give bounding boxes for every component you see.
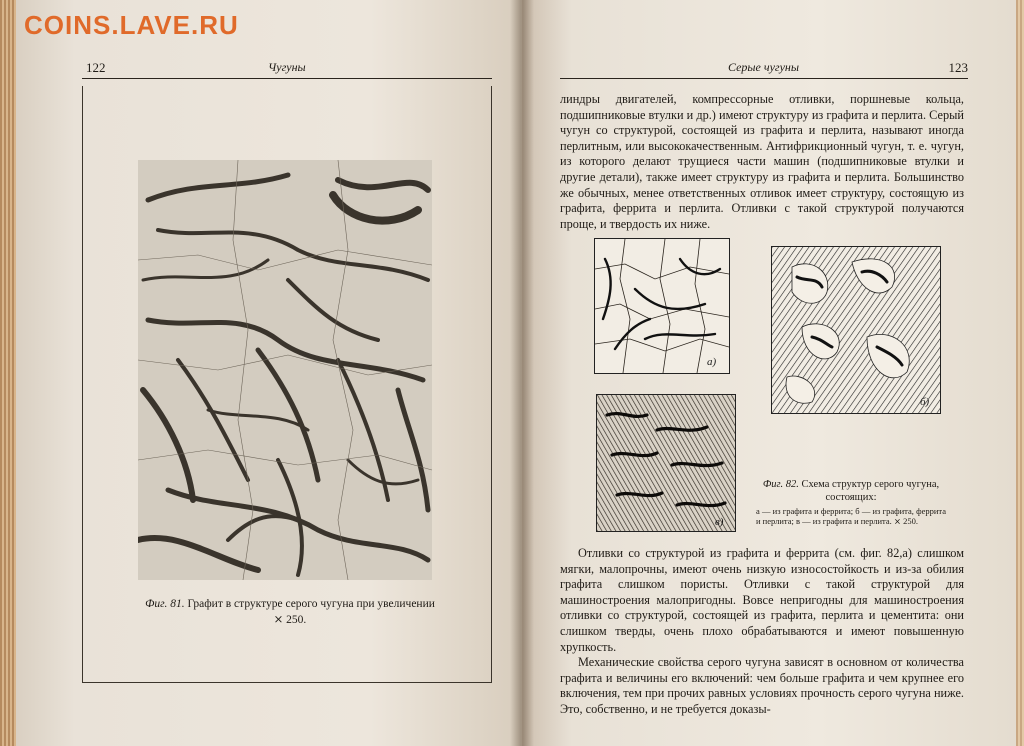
paragraph-1-text: линдры двигателей, компрессорные отливки, поршневые кольца, подшипниковые втулки и др.) имеют структуру из графита и перлита. Серый чугун со структурой, состоящей из графита и перлита, называют иногда перлитным, или высококачественным. Антифрикционный чугун, т. е. чугун, из которого делают трущиеся части машин (подшипниковые втулки и другие детали), также имеет структуру из графита и перлита. Большинство же обычных, менее ответственных отливок имеет структуру, состоящую из графита, феррита и перлита. Отливки с такой структурой получаются проще, и твердость их ниже. bbox=[560, 92, 964, 231]
paragraph-2 bbox=[560, 546, 964, 718]
left-running-title: Чугуны bbox=[268, 60, 306, 74]
page-edges-right bbox=[1016, 0, 1024, 746]
book-gutter bbox=[510, 0, 534, 746]
figure-81-caption bbox=[140, 596, 440, 628]
figure-82c-schematic bbox=[596, 394, 736, 532]
figure-82-caption bbox=[756, 478, 946, 526]
figure-82b-schematic bbox=[771, 246, 941, 414]
figure-82b-label: б) bbox=[920, 396, 930, 408]
paragraph-3-text: Механические свойства серого чугуна зависят в основном от количества графита и величины его включений: чем больше графита и чем крупнее его включения, тем при прочих равных условиях прочность серого чугуна ниже. Это, собственно, и не требуется доказы- bbox=[560, 655, 964, 716]
figure-81-micrograph bbox=[138, 160, 432, 580]
figure-82a-label: а) bbox=[707, 356, 717, 368]
figure-81-caption-text: Графит в структуре серого чугуна при увеличении ⨯ 250. bbox=[187, 598, 435, 626]
page-edges-left bbox=[0, 0, 16, 746]
site-watermark: COINS.LAVE.RU bbox=[24, 10, 239, 40]
right-page-header bbox=[560, 60, 968, 79]
figure-82c-label: в) bbox=[715, 516, 724, 528]
figure-81-label: Фиг. 81. bbox=[145, 598, 185, 610]
paragraph-1 bbox=[560, 92, 964, 232]
left-page-header bbox=[82, 60, 492, 79]
right-page-number: 123 bbox=[948, 60, 968, 75]
left-page-number: 122 bbox=[86, 60, 106, 75]
paragraph-2-text: Отливки со структурой из графита и феррита (см. фиг. 82,а) слишком мягки, малопрочны, имеют очень низкую износостойкость и из-за обилия графита слишком пористы. Отливки с такой структурой для машиностроения малопригодны. Вовсе непригодны для машиностроения отливки со структурой, состоящей из графита, перлита и цементита: они слишком тверды, очень плохо обрабатываются и имеют повышенную хрупкость. bbox=[560, 546, 964, 654]
right-running-title: Серые чугуны bbox=[728, 60, 800, 74]
figure-82-legend: а — из графита и феррита; б — из графита, феррита и перлита; в — из графита и перлита. ⨯ 250. bbox=[756, 506, 946, 526]
figure-82a-schematic bbox=[594, 238, 730, 374]
figure-82-label: Фиг. 82. bbox=[762, 479, 799, 490]
figure-82-title: Схема структур серого чугуна, состоящих: bbox=[801, 479, 940, 503]
